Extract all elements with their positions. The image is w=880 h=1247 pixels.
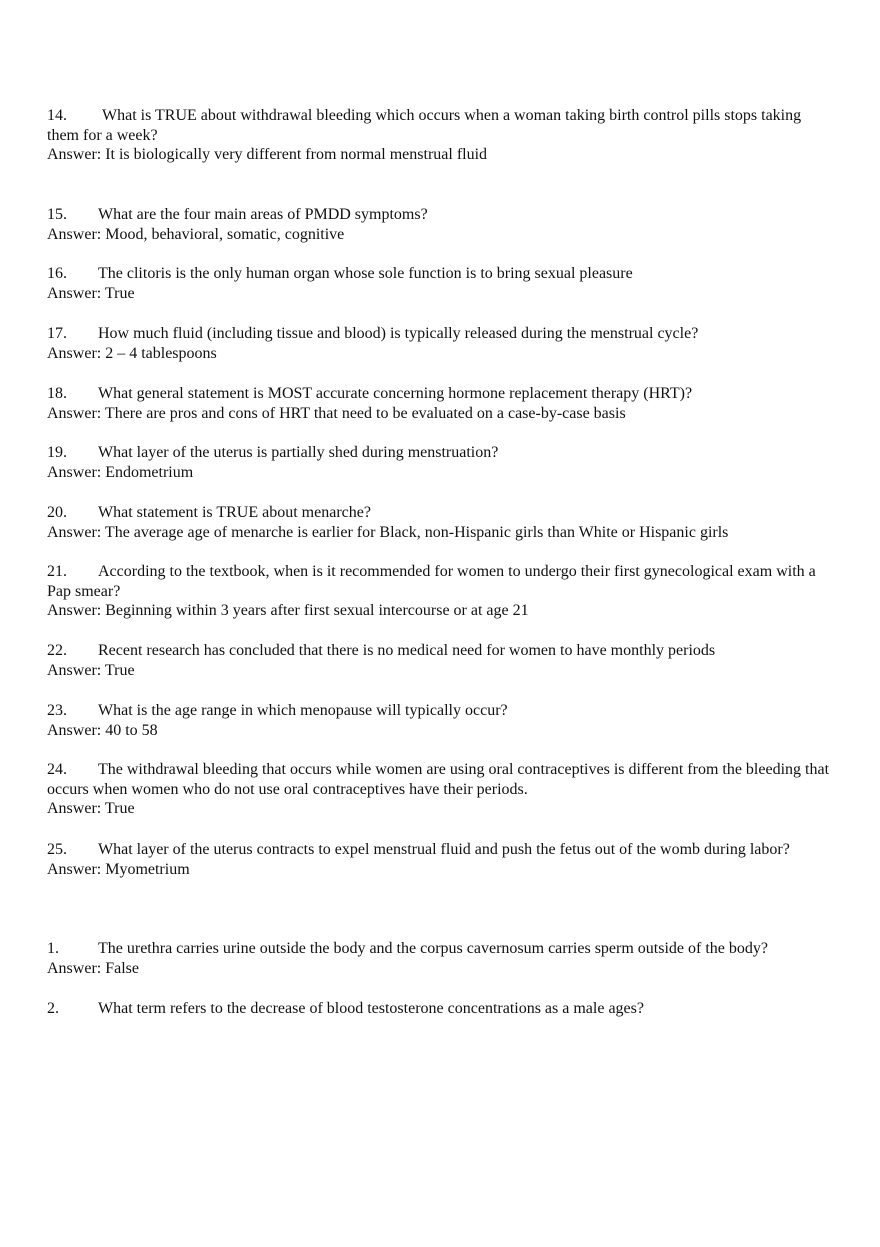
question-number: 23. [47, 702, 67, 719]
question-text: What is the age range in which menopause will typically occur? [98, 702, 508, 719]
question-23 [47, 701, 837, 740]
question-19 [47, 443, 837, 482]
question-text: The withdrawal bleeding that occurs while women are using oral contraceptives is different from the bleeding that occurs when women who do not use oral contraceptives have their periods. [47, 761, 830, 798]
answer-text: Answer: The average age of menarche is earlier for Black, non-Hispanic girls than White or Hispanic girls [47, 523, 729, 541]
question-number: 25. [47, 841, 67, 858]
question-number: 1. [47, 940, 59, 957]
question-text: What statement is TRUE about menarche? [98, 504, 371, 521]
question-number: 20. [47, 504, 67, 521]
answer-text: Answer: True [47, 661, 135, 679]
question-number: 2. [47, 1000, 59, 1017]
question-1 [47, 939, 847, 978]
question-15 [47, 205, 837, 244]
question-24 [47, 760, 837, 819]
answer-text: Answer: Beginning within 3 years after first sexual intercourse or at age 21 [47, 602, 529, 619]
answer-text: Answer: True [47, 800, 135, 817]
answer-text: Answer: True [47, 284, 135, 302]
question-number: 17. [47, 325, 67, 342]
question-18 [47, 384, 837, 423]
question-text: What term refers to the decrease of blood testosterone concentrations as a male ages? [98, 1000, 644, 1017]
question-17 [47, 324, 837, 363]
answer-text: Answer: False [47, 959, 139, 977]
question-number: 22. [47, 642, 67, 659]
question-number: 16. [47, 265, 67, 282]
question-text: How much fluid (including tissue and blood) is typically released during the menstrual cycle? [98, 325, 699, 342]
question-text: According to the textbook, when is it recommended for women to undergo their first gynecological exam with a Pap smear? [47, 563, 816, 600]
question-number: 24. [47, 761, 67, 778]
question-number: 21. [47, 563, 67, 580]
answer-text: Answer: 40 to 58 [47, 721, 158, 739]
question-21 [47, 562, 837, 621]
answer-text: Answer: Endometrium [47, 463, 194, 481]
question-number: 18. [47, 385, 67, 402]
question-text: What general statement is MOST accurate concerning hormone replacement therapy (HRT)? [98, 385, 693, 402]
question-25 [47, 840, 837, 879]
question-number: 19. [47, 444, 67, 461]
question-20 [47, 503, 837, 542]
question-22 [47, 641, 837, 680]
answer-text: Answer: It is biologically very different from normal menstrual fluid [47, 146, 488, 163]
question-text: The urethra carries urine outside the body and the corpus cavernosum carries sperm outside of the body? [98, 940, 768, 957]
question-text: The clitoris is the only human organ whose sole function is to bring sexual pleasure [98, 265, 633, 282]
answer-text: Answer: Mood, behavioral, somatic, cognitive [47, 225, 345, 243]
question-text: What layer of the uterus contracts to expel menstrual fluid and push the fetus out of the womb during labor? [98, 841, 790, 858]
answer-text: Answer: Myometrium [47, 860, 190, 878]
question-number: 15. [47, 206, 67, 223]
question-text: Recent research has concluded that there is no medical need for women to have monthly periods [98, 642, 716, 659]
question-text: What are the four main areas of PMDD symptoms? [98, 206, 428, 223]
question-text: What is TRUE about withdrawal bleeding which occurs when a woman taking birth control pills stops taking them for a week? [47, 107, 802, 144]
answer-text: Answer: There are pros and cons of HRT that need to be evaluated on a case-by-case basis [47, 404, 626, 422]
question-2 [47, 999, 837, 1019]
question-14 [47, 106, 837, 165]
question-text: What layer of the uterus is partially shed during menstruation? [98, 444, 499, 461]
question-16 [47, 264, 837, 303]
answer-text: Answer: 2 – 4 tablespoons [47, 344, 217, 362]
question-number: 14. [47, 107, 67, 124]
